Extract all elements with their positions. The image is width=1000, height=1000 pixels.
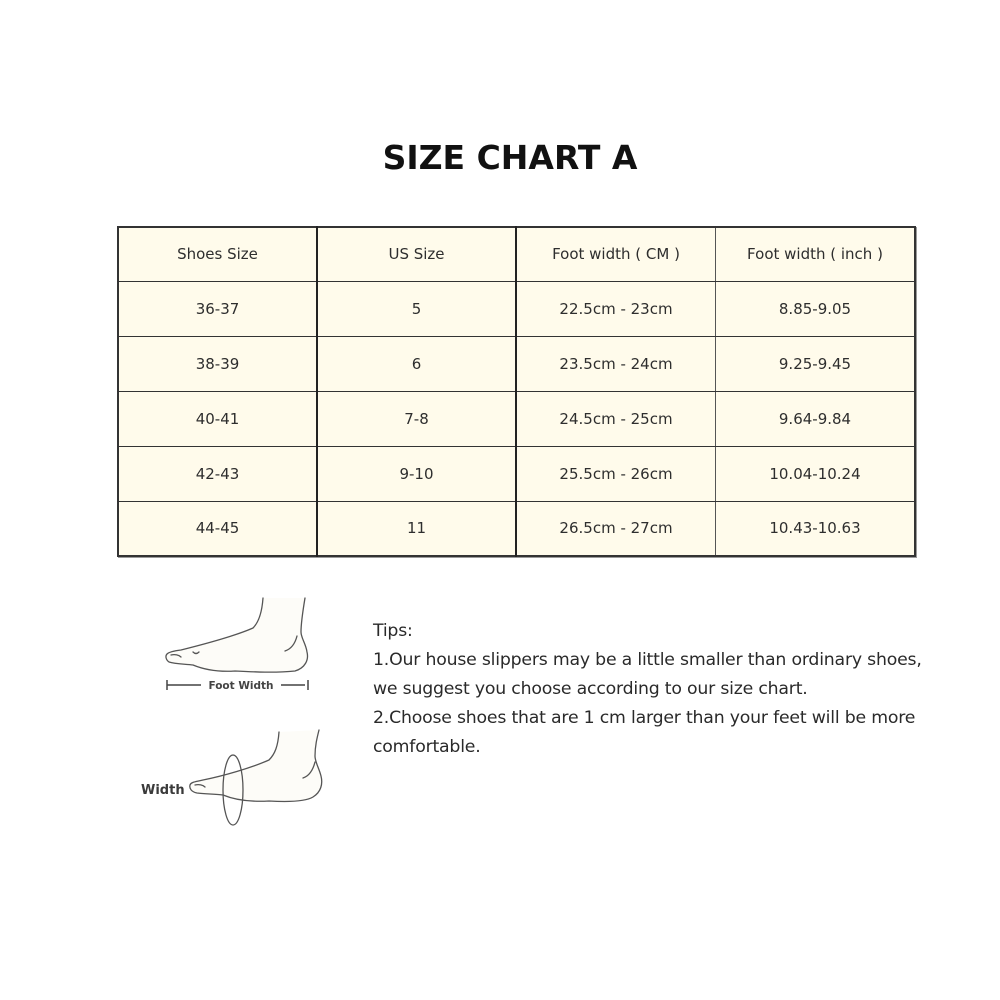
table-row (118, 336, 915, 391)
cell-us-size: 5 (317, 281, 516, 336)
cell-foot-width-cm: 25.5cm - 26cm (516, 446, 716, 501)
cell-foot-width-cm: 26.5cm - 27cm (516, 501, 716, 556)
header-foot-width-cm: Foot width ( CM ) (516, 227, 716, 281)
table-row (118, 501, 915, 556)
cell-foot-width-inch: 10.04-10.24 (716, 446, 916, 501)
cell-foot-width-cm: 23.5cm - 24cm (516, 336, 716, 391)
cell-foot-width-inch: 9.25-9.45 (716, 336, 916, 391)
cell-foot-width-cm: 24.5cm - 25cm (516, 391, 716, 446)
foot-width-label: Foot Width (208, 680, 274, 692)
header-us-size: US Size (317, 227, 516, 281)
page-title: SIZE CHART A (382, 138, 638, 177)
cell-foot-width-inch: 8.85-9.05 (716, 281, 916, 336)
tips-heading: Tips: (373, 621, 413, 641)
header-shoes-size: Shoes Size (118, 227, 317, 281)
header-foot-width-inch: Foot width ( inch ) (716, 227, 916, 281)
table-row (118, 281, 915, 336)
cell-shoes-size: 38-39 (118, 336, 317, 391)
size-chart-table (117, 226, 916, 557)
cell-us-size: 11 (317, 501, 516, 556)
width-label: Width (141, 783, 185, 798)
table-header-row (118, 227, 915, 281)
cell-us-size: 6 (317, 336, 516, 391)
tip-item: 2.Choose shoes that are 1 cm larger than your feet will be more comfortable. (373, 708, 916, 757)
cell-foot-width-cm: 22.5cm - 23cm (516, 281, 716, 336)
cell-foot-width-inch: 9.64-9.84 (716, 391, 916, 446)
cell-foot-width-inch: 10.43-10.63 (716, 501, 916, 556)
cell-us-size: 9-10 (317, 446, 516, 501)
cell-shoes-size: 44-45 (118, 501, 317, 556)
tips-section (373, 617, 933, 762)
foot-measurement-illustration (135, 592, 345, 832)
cell-us-size: 7-8 (317, 391, 516, 446)
cell-shoes-size: 42-43 (118, 446, 317, 501)
foot-side-view-icon (166, 598, 308, 672)
tip-item: 1.Our house slippers may be a little smaller than ordinary shoes, we suggest you choose according to our size chart. (373, 650, 922, 699)
foot-width-ring-icon (190, 730, 322, 825)
table-row (118, 446, 915, 501)
cell-shoes-size: 40-41 (118, 391, 317, 446)
table-row (118, 391, 915, 446)
cell-shoes-size: 36-37 (118, 281, 317, 336)
